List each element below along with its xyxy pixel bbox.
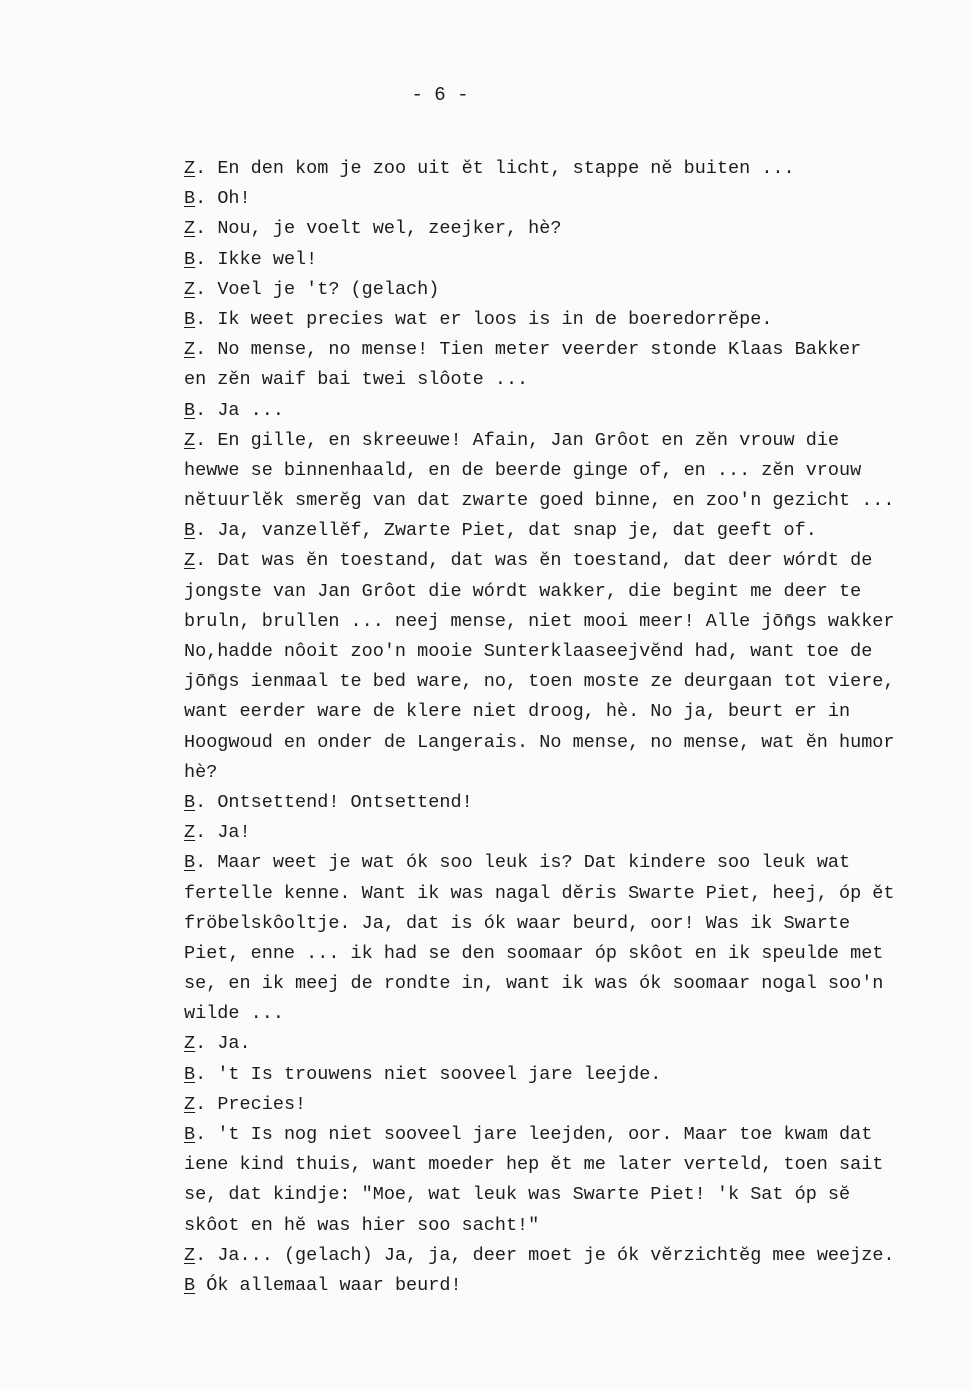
line-text: 't Is nog niet sooveel jare leejden, oor. Maar toe kwam dat: [217, 1124, 873, 1145]
speaker-label: Z: [184, 550, 196, 572]
speaker-line: [184, 214, 970, 244]
speaker-separator: .: [195, 158, 218, 179]
speaker-label: Z: [184, 1093, 196, 1115]
line-text: Nou, je voelt wel, zeejker, hè?: [217, 218, 562, 240]
speaker-line: [184, 848, 970, 878]
speaker-line: [184, 1029, 970, 1059]
line-text: En gille, en skreeuwe! Afain, Jan Grôot en zĕn vrouw die: [217, 429, 840, 451]
speaker-separator: .: [195, 520, 218, 542]
continuation-line: [184, 969, 970, 999]
speaker-label: Z: [184, 822, 196, 844]
speaker-line: [184, 184, 970, 214]
speaker-label: Z: [184, 429, 196, 451]
line-text: No mense, no mense! Tien meter veerder stonde Klaas Bakker: [217, 339, 862, 361]
line-text: se, dat kindje: "Moe, wat leuk was Swarte Piet! 'k Sat óp sĕ: [184, 1184, 851, 1206]
line-text: Ja... (gelach) Ja, ja, deer moet je ók vĕrzichtĕg mee weejze.: [217, 1244, 895, 1266]
speaker-label: B: [184, 791, 196, 813]
line-text: wilde ...: [184, 1003, 284, 1025]
speaker-line: [184, 396, 970, 426]
speaker-line: [184, 426, 970, 456]
line-text: skôot en hĕ was hier soo sacht!": [184, 1214, 540, 1236]
speaker-label: B: [184, 399, 196, 421]
line-text: jongste van Jan Grôot die wórdt wakker, die begint me deer te: [184, 580, 862, 602]
speaker-separator: .: [195, 1124, 218, 1145]
continuation-line: [184, 1180, 970, 1210]
continuation-line: [184, 999, 970, 1029]
speaker-separator: .: [195, 550, 218, 572]
line-text: Ók allemaal waar beurd!: [206, 1274, 462, 1296]
speaker-separator: .: [195, 188, 218, 210]
speaker-label: Z: [184, 278, 196, 300]
line-text: bruln, brullen ... neej mense, niet mooi meer! Alle jōn̄gs wakker: [184, 610, 895, 632]
continuation-line: [184, 1150, 970, 1180]
speaker-label: B: [184, 248, 196, 270]
speaker-separator: .: [195, 308, 218, 330]
speaker-line: [184, 788, 970, 818]
speaker-label: B: [184, 1124, 196, 1145]
speaker-line: [184, 1241, 970, 1271]
line-text: Maar weet je wat ók soo leuk is? Dat kindere soo leuk wat: [217, 852, 851, 874]
speaker-line: [184, 245, 970, 275]
speaker-label: Z: [184, 1033, 196, 1055]
speaker-label: B: [184, 1063, 196, 1085]
line-text: en zĕn waif bai twei slôote ...: [184, 369, 529, 391]
continuation-line: [184, 667, 970, 697]
speaker-line: [184, 335, 970, 365]
line-text: En den kom je zoo uit ĕt licht, stappe nĕ buiten ...: [217, 158, 795, 179]
continuation-line: [184, 577, 970, 607]
speaker-label: B: [184, 308, 196, 330]
speaker-label: B: [184, 852, 196, 874]
line-text: jōn̄gs ienmaal te bed ware, no, toen moste ze deurgaan tot viere,: [184, 671, 895, 693]
speaker-line: [184, 305, 970, 335]
speaker-line: [184, 1271, 970, 1301]
line-text: Ja, vanzellĕf, Zwarte Piet, dat snap je, dat geeft of.: [217, 520, 817, 542]
speaker-separator: .: [195, 822, 218, 844]
line-text: hè?: [184, 761, 218, 783]
continuation-line: [184, 607, 970, 637]
transcript: [184, 154, 970, 1301]
line-text: Ja ...: [217, 399, 284, 421]
speaker-separator: .: [195, 339, 218, 361]
line-text: fertelle kenne. Want ik was nagal dĕris Swarte Piet, heej, óp ĕt: [184, 882, 895, 904]
continuation-line: [184, 697, 970, 727]
line-text: Voel je 't? (gelach): [217, 278, 440, 300]
line-text: iene kind thuis, want moeder hep ĕt me later verteld, toen sait: [184, 1154, 884, 1176]
speaker-label: Z: [184, 218, 196, 240]
speaker-separator: .: [195, 1093, 218, 1115]
line-text: No,hadde nôoit zoo'n mooie Sunterklaaseejvĕnd had, want toe de: [184, 641, 873, 662]
speaker-separator: .: [195, 1063, 218, 1085]
speaker-line: [184, 154, 970, 184]
speaker-separator: .: [195, 1033, 218, 1055]
speaker-separator: .: [195, 429, 218, 451]
speaker-line: [184, 516, 970, 546]
continuation-line: [184, 879, 970, 909]
line-text: Piet, enne ... ik had se den soomaar óp skôot en ik speulde met: [184, 942, 884, 964]
line-text: Ik weet precies wat er loos is in de boeredorrĕpe.: [217, 308, 773, 330]
speaker-label: B: [184, 1274, 196, 1296]
line-text: Precies!: [217, 1093, 307, 1115]
speaker-line: [184, 1060, 970, 1090]
speaker-label: Z: [184, 339, 196, 361]
speaker-separator: .: [195, 791, 218, 813]
speaker-separator: [195, 1275, 206, 1296]
line-text: hewwe se binnenhaald, en de beerde ginge of, en ... zĕn vrouw: [184, 459, 862, 481]
speaker-line: [184, 1120, 970, 1150]
line-text: Hoogwoud en onder de Langerais. No mense, no mense, wat ĕn humor: [184, 731, 895, 753]
continuation-line: [184, 758, 970, 788]
continuation-line: [184, 637, 970, 667]
line-text: se, en ik meej de rondte in, want ik was ók soomaar nogal soo'n: [184, 973, 884, 995]
continuation-line: [184, 486, 970, 516]
continuation-line: [184, 1211, 970, 1241]
line-text: fröbelskôoltje. Ja, dat is ók waar beurd, oor! Was ik Swarte: [184, 912, 851, 934]
continuation-line: [184, 456, 970, 486]
speaker-separator: .: [195, 218, 218, 240]
continuation-line: [184, 728, 970, 758]
continuation-line: [184, 909, 970, 939]
speaker-line: [184, 1090, 970, 1120]
line-text: 't Is trouwens niet sooveel jare leejde.: [217, 1063, 662, 1085]
line-text: Ja!: [217, 822, 251, 844]
line-text: want eerder ware de klere niet droog, hè. No ja, beurt er in: [184, 701, 851, 723]
continuation-line: [184, 365, 970, 395]
speaker-separator: .: [195, 852, 218, 874]
continuation-line: [184, 939, 970, 969]
speaker-label: B: [184, 520, 196, 542]
speaker-separator: .: [195, 1244, 218, 1266]
page-number: - 6 -: [411, 84, 469, 106]
speaker-separator: .: [195, 399, 218, 421]
line-text: nĕtuurlĕk smerĕg van dat zwarte goed binne, en zoo'n gezicht ...: [184, 490, 895, 512]
speaker-separator: .: [195, 248, 218, 270]
line-text: Oh!: [217, 188, 251, 210]
speaker-label: B: [184, 188, 196, 210]
speaker-line: [184, 546, 970, 576]
speaker-separator: .: [195, 278, 218, 300]
line-text: Ikke wel!: [217, 248, 318, 270]
speaker-label: Z: [184, 1244, 196, 1266]
speaker-label: Z: [184, 158, 196, 179]
speaker-line: [184, 818, 970, 848]
line-text: Ja.: [217, 1033, 251, 1055]
line-text: Dat was ĕn toestand, dat was ĕn toestand, dat deer wórdt de: [217, 550, 873, 572]
speaker-line: [184, 275, 970, 305]
line-text: Ontsettend! Ontsettend!: [217, 791, 473, 813]
